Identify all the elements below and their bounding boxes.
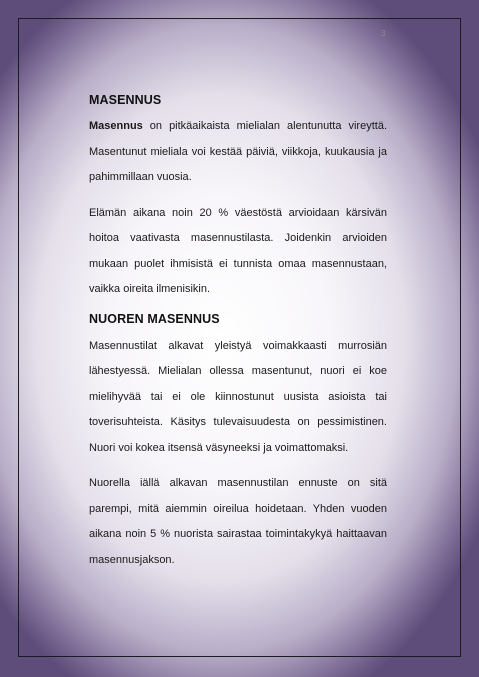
section-heading-masennus: MASENNUS: [89, 93, 162, 107]
paragraph: Elämän aikana noin 20 % väestöstä arvioidaan kärsivän hoitoa vaativasta masennustilasta. Joidenkin arvioiden mukaan puolet ihmisistä ei tunnista omaa masennustaan, vaikka oireita ilmenisikin.: [89, 206, 387, 295]
section-heading-nuoren-masennus: NUOREN MASENNUS: [89, 311, 220, 326]
bold-term: Masennus: [89, 120, 143, 132]
paragraph: Nuorella iällä alkavan masennustilan ennuste on sitä parempi, mitä aiemmin oireilua hoidetaan. Yhden vuoden aikana noin 5 % nuorista sairastaa toimintakykyä haittaavan masennusjakson.: [89, 477, 387, 566]
document-body: [89, 92, 387, 573]
page-number: 3: [381, 29, 386, 38]
paragraph: Masennustilat alkavat yleistyä voimakkaasti murrosiän lähestyessä. Mielialan ollessa masentunut, nuori ei koe mielihyvää tai ei ole kiinnostunut uusista asioista tai toverisuhteista. Käsitys tulevaisuudesta on pessimistinen. Nuori voi kokea itsensä väsyneeksi ja voimattomaksi.: [89, 339, 387, 454]
paragraph: Masennus on pitkäaikaista mielialan alentunutta vireyttä. Masentunut mieliala voi kestää päiviä, viikkoja, kuukausia ja pahimmillaan vuosia.: [89, 120, 387, 183]
